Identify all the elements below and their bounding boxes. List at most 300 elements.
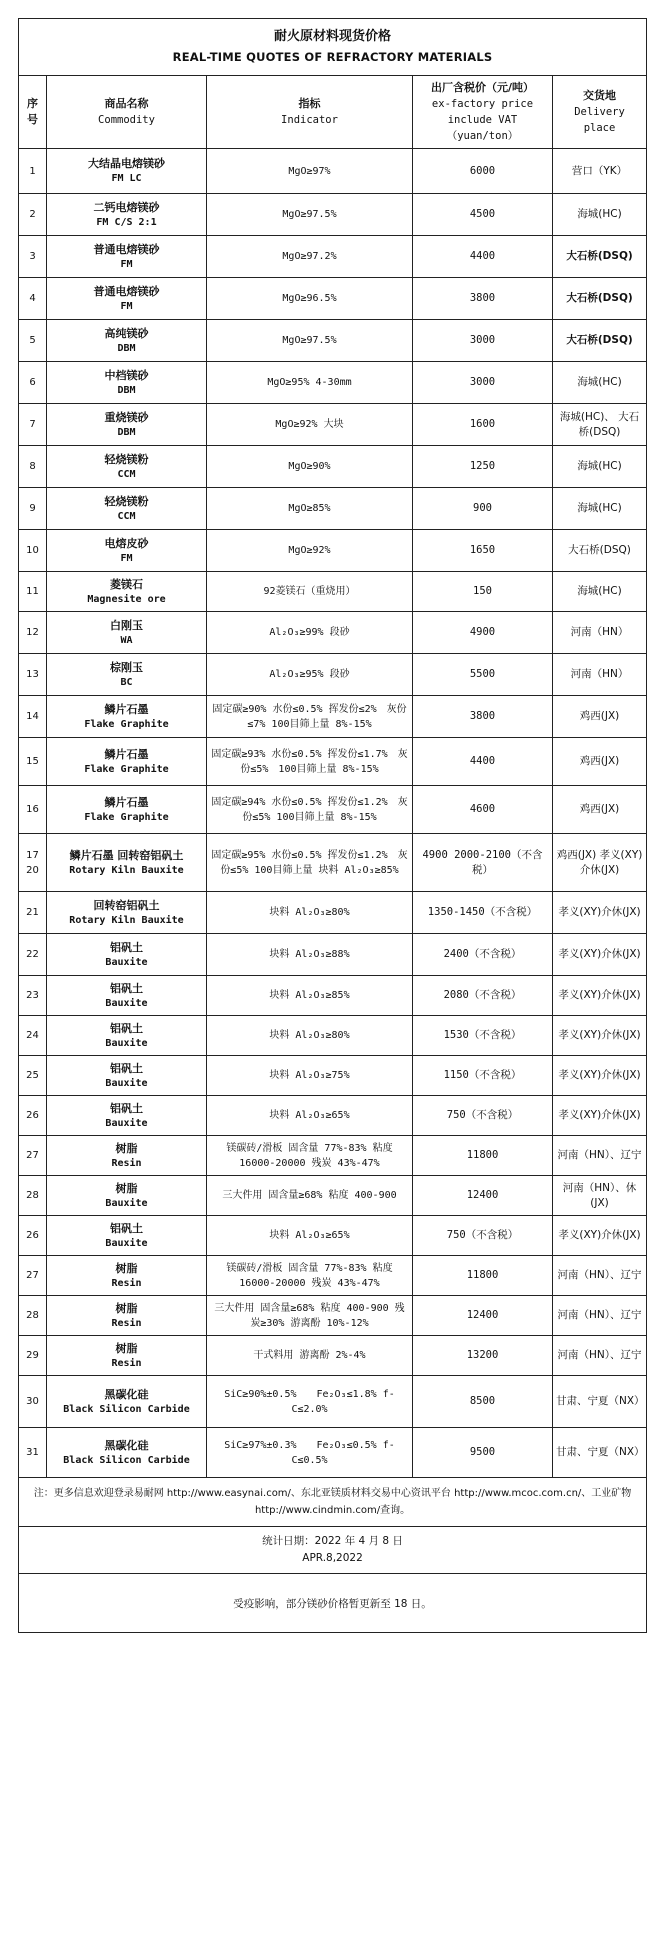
indicator-text: 92菱镁石（重烧用） <box>263 586 356 597</box>
cell-no <box>19 1256 47 1296</box>
table-row <box>19 1096 647 1136</box>
price-value: 2400（不含税） <box>443 948 522 960</box>
delivery-place: 大石桥(DSQ) <box>566 292 633 304</box>
date-row <box>19 1527 647 1574</box>
commodity-cn: 白刚玉 <box>110 618 143 632</box>
price-value: 750（不含税） <box>446 1229 519 1241</box>
cell-no <box>19 320 47 362</box>
commodity-cn: 棕刚玉 <box>110 660 143 674</box>
commodity-cn: 重烧镁砂 <box>104 410 149 424</box>
cell-commodity <box>47 834 207 892</box>
cell-no <box>19 1176 47 1216</box>
cell-commodity <box>47 1016 207 1056</box>
price-value: 900 <box>473 502 492 514</box>
cell-commodity <box>47 1176 207 1216</box>
commodity-en: Resin <box>111 1277 142 1289</box>
cell-price <box>413 696 553 738</box>
price-value: 8500 <box>469 1395 496 1407</box>
cell-price <box>413 892 553 934</box>
table-row <box>19 362 647 404</box>
commodity-en: DBM <box>117 426 136 438</box>
cell-delivery <box>553 976 647 1016</box>
cell-delivery <box>553 654 647 696</box>
table-row <box>19 976 647 1016</box>
price-value: 3800 <box>469 710 496 722</box>
cell-no <box>19 1336 47 1376</box>
cell-price <box>413 738 553 786</box>
cell-indicator <box>207 1428 413 1478</box>
indicator-text: 块料 Al₂O₃≥65% <box>269 1230 350 1241</box>
indicator-text: 固定碳≥94% 水份≤0.5% 挥发份≤1.2% 灰份≤5% 100目筛上量 8%-15% <box>211 796 408 823</box>
cell-delivery <box>553 1296 647 1336</box>
cell-indicator <box>207 1096 413 1136</box>
row-number: 5 <box>29 335 36 346</box>
indicator-text: 固定碳≥93% 水份≤0.5% 挥发份≤1.7% 灰份≤5% 100目筛上量 8%-15% <box>211 748 408 775</box>
delivery-place: 鸡西(JX) <box>579 755 620 767</box>
table-row <box>19 1376 647 1428</box>
indicator-text: 镁碳砖/滑板 固含量 77%-83% 粘度 16000-20000 残炭 43%-47% <box>226 1262 393 1289</box>
cell-commodity <box>47 1136 207 1176</box>
cell-commodity <box>47 488 207 530</box>
title-row <box>19 19 647 76</box>
delivery-place: 鸡西(JX) <box>579 803 620 815</box>
row-number: 12 <box>26 627 39 638</box>
header-delivery <box>553 76 647 149</box>
cell-commodity <box>47 654 207 696</box>
price-value: 750（不含税） <box>446 1109 519 1121</box>
cell-price <box>413 1256 553 1296</box>
delivery-place: 甘肃、宁夏（NX） <box>556 1395 645 1407</box>
table-row <box>19 738 647 786</box>
cell-commodity <box>47 149 207 194</box>
delivery-place: 河南（HN）、辽宁 <box>557 1269 642 1281</box>
stat-date <box>19 1527 647 1574</box>
header-price-cn: 出厂含税价（元/吨） <box>430 81 535 94</box>
stat-date-cn: 统计日期：2022 年 4 月 8 日 <box>262 1535 403 1547</box>
cell-indicator <box>207 834 413 892</box>
cell-no <box>19 1216 47 1256</box>
commodity-en: CCM <box>117 468 136 480</box>
cell-indicator <box>207 1176 413 1216</box>
indicator-text: MgO≥92% <box>288 545 331 556</box>
table-row <box>19 530 647 572</box>
cell-commodity <box>47 1376 207 1428</box>
price-value: 1150（不含税） <box>443 1069 522 1081</box>
indicator-text: MgO≥96.5% <box>282 293 337 304</box>
indicator-text: SiC≥90%±0.5% Fe₂O₃≤1.8% f-C≤2.0% <box>224 1388 395 1415</box>
header-price-en2: include VAT（yuan/ton） <box>446 114 519 142</box>
commodity-cn: 树脂 <box>115 1181 138 1195</box>
cell-no <box>19 446 47 488</box>
cell-commodity <box>47 1216 207 1256</box>
cell-delivery <box>553 1216 647 1256</box>
table-row <box>19 696 647 738</box>
table-row <box>19 892 647 934</box>
commodity-en: Flake Graphite <box>84 763 169 775</box>
cell-price <box>413 446 553 488</box>
row-number: 24 <box>26 1030 39 1041</box>
cell-no <box>19 892 47 934</box>
cell-indicator <box>207 362 413 404</box>
cell-price <box>413 404 553 446</box>
row-number: 6 <box>29 377 36 388</box>
indicator-text: 块料 Al₂O₃≥85% <box>269 990 350 1001</box>
price-value: 13200 <box>466 1349 499 1361</box>
commodity-cn: 电熔皮砂 <box>104 536 149 550</box>
commodity-en: Bauxite <box>105 1197 148 1209</box>
header-delivery-en1: Delivery <box>574 106 625 118</box>
table-row <box>19 149 647 194</box>
row-number: 16 <box>26 804 39 815</box>
table-row <box>19 1336 647 1376</box>
commodity-en: Rotary Kiln Bauxite <box>69 864 184 876</box>
cell-delivery <box>553 149 647 194</box>
row-number: 27 <box>26 1270 39 1281</box>
row-number: 23 <box>26 990 39 1001</box>
cell-price <box>413 236 553 278</box>
cell-commodity <box>47 934 207 976</box>
commodity-en: DBM <box>117 384 136 396</box>
table-row <box>19 654 647 696</box>
commodity-en: FM C/S 2:1 <box>96 216 157 228</box>
cell-indicator <box>207 976 413 1016</box>
table-row <box>19 1296 647 1336</box>
price-value: 3000 <box>469 334 496 346</box>
cell-no <box>19 1296 47 1336</box>
cell-delivery <box>553 1016 647 1056</box>
cell-commodity <box>47 572 207 612</box>
cell-commodity <box>47 530 207 572</box>
price-value: 6000 <box>469 164 496 177</box>
cell-no <box>19 1016 47 1056</box>
cell-price <box>413 320 553 362</box>
indicator-text: MgO≥85% <box>288 503 331 514</box>
stat-date-en: APR.8,2022 <box>302 1552 363 1564</box>
cell-indicator <box>207 530 413 572</box>
cell-no <box>19 1056 47 1096</box>
cell-delivery <box>553 1376 647 1428</box>
indicator-text: MgO≥95% 4-30mm <box>267 377 352 388</box>
table-row <box>19 1176 647 1216</box>
table-row <box>19 404 647 446</box>
commodity-en: BC <box>120 676 133 688</box>
commodity-en: Magnesite ore <box>87 593 166 605</box>
cell-indicator <box>207 149 413 194</box>
cell-indicator <box>207 404 413 446</box>
sheet-title <box>19 19 647 76</box>
commodity-cn: 铝矾土 <box>110 1221 143 1235</box>
price-value: 11800 <box>466 1269 499 1281</box>
delivery-place: 河南（HN）、辽宁 <box>557 1309 642 1321</box>
cell-price <box>413 572 553 612</box>
delivery-place: 河南（HN） <box>570 626 629 638</box>
delivery-place: 海城(HC) <box>577 376 622 388</box>
cell-delivery <box>553 786 647 834</box>
header-commodity-en: Commodity <box>98 114 155 126</box>
table-row <box>19 1016 647 1056</box>
indicator-text: Al₂O₃≥95% 段砂 <box>269 669 350 680</box>
cell-no <box>19 738 47 786</box>
commodity-cn: 铝矾土 <box>110 1101 143 1115</box>
commodity-en: Resin <box>111 1357 142 1369</box>
cell-indicator <box>207 612 413 654</box>
cell-commodity <box>47 976 207 1016</box>
cell-delivery <box>553 934 647 976</box>
commodity-en: Rotary Kiln Bauxite <box>69 914 184 926</box>
cell-price <box>413 1296 553 1336</box>
cell-no <box>19 149 47 194</box>
title-cn: 耐火原材料现货价格 <box>274 29 392 44</box>
commodity-cn: 回转窑铝矾土 <box>93 898 160 912</box>
commodity-en: Bauxite <box>105 997 148 1009</box>
table-row <box>19 446 647 488</box>
commodity-en: Bauxite <box>105 1237 148 1249</box>
commodity-cn: 普通电熔镁砂 <box>93 242 160 256</box>
commodity-cn: 树脂 <box>115 1341 138 1355</box>
cell-delivery <box>553 362 647 404</box>
cell-price <box>413 488 553 530</box>
cell-price <box>413 1056 553 1096</box>
commodity-en: FM <box>120 552 133 564</box>
cell-price <box>413 612 553 654</box>
cell-no <box>19 976 47 1016</box>
delivery-place: 鸡西(JX) <box>579 710 620 722</box>
cell-delivery <box>553 834 647 892</box>
price-value: 1350-1450（不含税） <box>427 906 538 918</box>
indicator-text: 块料 Al₂O₃≥80% <box>269 1030 350 1041</box>
cell-indicator <box>207 1256 413 1296</box>
cell-delivery <box>553 738 647 786</box>
delivery-place: 大石桥(DSQ) <box>566 250 633 262</box>
cell-price <box>413 1216 553 1256</box>
price-value: 11800 <box>466 1149 499 1161</box>
commodity-cn: 树脂 <box>115 1261 138 1275</box>
cell-commodity <box>47 696 207 738</box>
row-number: 2 <box>29 209 36 220</box>
commodity-en: Black Silicon Carbide <box>63 1403 190 1415</box>
cell-delivery <box>553 892 647 934</box>
indicator-text: Al₂O₃≥99% 段砂 <box>269 627 350 638</box>
cell-indicator <box>207 1016 413 1056</box>
delivery-place: 孝义(XY)介休(JX) <box>558 1229 641 1241</box>
cell-commodity <box>47 1096 207 1136</box>
delivery-place: 河南（HN）、辽宁 <box>557 1149 642 1161</box>
header-price <box>413 76 553 149</box>
cell-price <box>413 934 553 976</box>
header-price-en1: ex-factory price <box>431 98 534 110</box>
cell-indicator <box>207 572 413 612</box>
price-value: 3000 <box>469 376 496 388</box>
cell-no <box>19 1136 47 1176</box>
indicator-text: MgO≥97.5% <box>282 209 337 220</box>
footer-row <box>19 1574 647 1633</box>
table-row <box>19 1256 647 1296</box>
cell-indicator <box>207 696 413 738</box>
commodity-cn: 铝矾土 <box>110 1021 143 1035</box>
indicator-text: 三大件用 固含量≥68% 粘度 400-900 <box>222 1190 397 1201</box>
table-row <box>19 320 647 362</box>
cell-price <box>413 530 553 572</box>
cell-no <box>19 612 47 654</box>
price-value: 9500 <box>469 1446 496 1458</box>
cell-no <box>19 404 47 446</box>
indicator-text: 块料 Al₂O₃≥65% <box>269 1110 350 1121</box>
row-number: 8 <box>29 461 36 472</box>
delivery-place: 孝义(XY)介休(JX) <box>558 906 641 918</box>
delivery-place: 大石桥(DSQ) <box>568 544 631 556</box>
row-number: 28 <box>26 1190 39 1201</box>
cell-indicator <box>207 1056 413 1096</box>
cell-commodity <box>47 1256 207 1296</box>
cell-no <box>19 834 47 892</box>
cell-price <box>413 786 553 834</box>
commodity-en: Bauxite <box>105 1117 148 1129</box>
commodity-en: FM LC <box>111 173 142 184</box>
cell-indicator <box>207 738 413 786</box>
header-indicator-cn: 指标 <box>298 97 321 110</box>
delivery-place: 河南（HN）、休(JX) <box>562 1181 637 1209</box>
cell-indicator <box>207 194 413 236</box>
delivery-place: 河南（HN） <box>570 668 629 680</box>
commodity-en: Resin <box>111 1157 142 1169</box>
cell-indicator <box>207 786 413 834</box>
row-number: 30 <box>26 1396 39 1407</box>
cell-price <box>413 654 553 696</box>
header-commodity <box>47 76 207 149</box>
header-delivery-cn: 交货地 <box>583 89 617 102</box>
commodity-cn: 高纯镁砂 <box>104 326 149 340</box>
indicator-text: MgO≥92% 大块 <box>275 419 344 430</box>
row-number: 14 <box>26 711 39 722</box>
commodity-cn: 大结晶电熔镁砂 <box>88 157 165 170</box>
delivery-place: 甘肃、宁夏（NX） <box>556 1446 645 1458</box>
price-value: 4400 <box>469 250 496 262</box>
delivery-place: 海城(HC) <box>577 208 622 220</box>
indicator-text: 干式料用 游离酚 2%-4% <box>253 1350 366 1361</box>
row-number: 11 <box>26 586 39 597</box>
table-row <box>19 194 647 236</box>
row-number: 4 <box>29 293 36 304</box>
price-value: 4900 <box>469 626 496 638</box>
table-row <box>19 786 647 834</box>
commodity-cn: 铝矾土 <box>110 1061 143 1075</box>
row-number: 26 <box>26 1230 39 1241</box>
commodity-cn: 铝矾土 <box>110 940 143 954</box>
row-number: 17 20 <box>26 849 39 876</box>
indicator-text: 固定碳≥90% 水份≤0.5% 挥发份≤2% 灰份≤7% 100目筛上量 8%-15% <box>212 703 407 730</box>
table-row <box>19 1056 647 1096</box>
cell-delivery <box>553 320 647 362</box>
price-value: 5500 <box>469 668 496 680</box>
price-value: 2080（不含税） <box>443 989 522 1001</box>
row-number: 21 <box>26 907 39 918</box>
cell-commodity <box>47 194 207 236</box>
cell-indicator <box>207 1296 413 1336</box>
cell-commodity <box>47 786 207 834</box>
row-number: 7 <box>29 419 36 430</box>
note-row <box>19 1478 647 1527</box>
price-value: 4900 2000-2100（不含税） <box>422 848 543 876</box>
cell-commodity <box>47 1296 207 1336</box>
delivery-place: 海城(HC) <box>577 502 622 514</box>
cell-price <box>413 1136 553 1176</box>
commodity-en: Bauxite <box>105 1077 148 1089</box>
price-value: 12400 <box>466 1309 499 1321</box>
commodity-en: DBM <box>117 342 136 354</box>
cell-delivery <box>553 236 647 278</box>
cell-delivery <box>553 1336 647 1376</box>
cell-delivery <box>553 530 647 572</box>
cell-no <box>19 278 47 320</box>
cell-indicator <box>207 488 413 530</box>
table-row <box>19 488 647 530</box>
indicator-text: 固定碳≥95% 水份≤0.5% 挥发份≤1.2% 灰份≤5% 100目筛上量 块料 Al₂O₃≥85% <box>211 849 408 876</box>
cell-indicator <box>207 1136 413 1176</box>
price-value: 1250 <box>469 460 496 472</box>
indicator-text: SiC≥97%±0.3% Fe₂O₃≤0.5% f-C≤0.5% <box>224 1439 395 1466</box>
cell-no <box>19 1096 47 1136</box>
cell-price <box>413 1176 553 1216</box>
cell-price <box>413 834 553 892</box>
footer-text: 受疫影响，部分镁砂价格暂更新至 18 日。 <box>19 1574 647 1633</box>
commodity-en: FM <box>120 258 133 270</box>
indicator-text: MgO≥97.2% <box>282 251 337 262</box>
cell-commodity <box>47 278 207 320</box>
delivery-place: 海城(HC)、 大石桥(DSQ) <box>559 410 640 438</box>
delivery-place: 营口（YK） <box>571 164 628 177</box>
cell-indicator <box>207 654 413 696</box>
table-row <box>19 934 647 976</box>
cell-commodity <box>47 892 207 934</box>
cell-price <box>413 149 553 194</box>
row-number: 25 <box>26 1070 39 1081</box>
commodity-cn: 铝矾土 <box>110 981 143 995</box>
cell-delivery <box>553 1176 647 1216</box>
cell-no <box>19 696 47 738</box>
header-row <box>19 76 647 149</box>
row-number: 10 <box>26 545 39 556</box>
price-value: 1650 <box>469 544 496 556</box>
commodity-cn: 轻烧镁粉 <box>104 494 149 508</box>
indicator-text: 块料 Al₂O₃≥88% <box>269 949 350 960</box>
indicator-text: 块料 Al₂O₃≥75% <box>269 1070 350 1081</box>
cell-no <box>19 934 47 976</box>
table-row <box>19 1428 647 1478</box>
commodity-cn: 树脂 <box>115 1301 138 1315</box>
commodity-en: Flake Graphite <box>84 811 169 823</box>
cell-no <box>19 1376 47 1428</box>
delivery-place: 河南（HN）、辽宁 <box>557 1349 642 1361</box>
cell-no <box>19 786 47 834</box>
table-row <box>19 278 647 320</box>
cell-indicator <box>207 236 413 278</box>
cell-price <box>413 1336 553 1376</box>
cell-delivery <box>553 1096 647 1136</box>
commodity-cn: 鳞片石墨 <box>104 747 149 761</box>
cell-price <box>413 1096 553 1136</box>
delivery-place: 孝义(XY)介休(JX) <box>558 948 641 960</box>
row-number: 27 <box>26 1150 39 1161</box>
cell-delivery <box>553 696 647 738</box>
row-number: 28 <box>26 1310 39 1321</box>
cell-delivery <box>553 278 647 320</box>
commodity-cn: 轻烧镁粉 <box>104 452 149 466</box>
cell-indicator <box>207 320 413 362</box>
price-value: 1530（不含税） <box>443 1029 522 1041</box>
indicator-text: MgO≥97% <box>288 165 331 177</box>
delivery-place: 海城(HC) <box>577 460 622 472</box>
cell-commodity <box>47 362 207 404</box>
